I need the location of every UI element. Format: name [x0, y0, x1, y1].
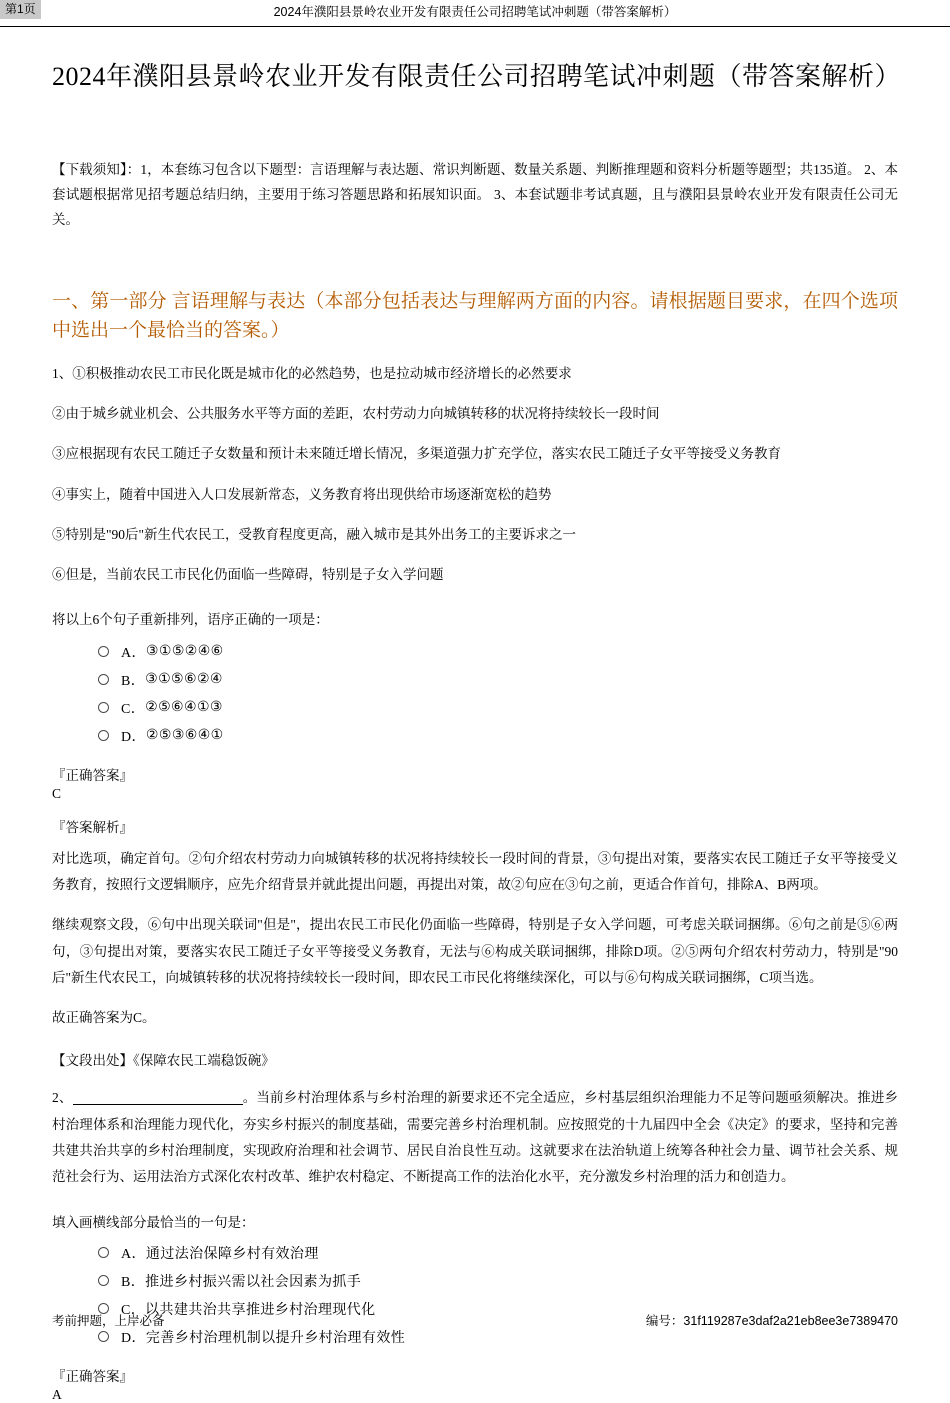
question-2-number: 2、 [52, 1090, 73, 1106]
source-text: 《保障农民工端稳饭碗》 [133, 1053, 275, 1069]
question-1-source [52, 1049, 898, 1069]
option-letter: B． [121, 1274, 146, 1290]
question-2-option-b[interactable] [98, 1267, 898, 1295]
radio-icon[interactable] [98, 646, 109, 657]
question-1-option-b[interactable] [98, 666, 898, 694]
section-title: 一、第一部分 言语理解与表达（本部分包括表达与理解两方面的内容。请根据题目要求，在四个选项中选出一个最恰当的答案。） [52, 290, 898, 342]
question-1-prompt: 将以上6个句子重新排列，语序正确的一项是： [52, 611, 329, 627]
option-text: ②⑤③⑥④① [145, 728, 224, 744]
radio-icon[interactable] [98, 1275, 109, 1286]
question-1-stem-6: ⑥但是，当前农民工市民化仍面临一些障碍，特别是子女入学问题 [52, 567, 444, 583]
option-letter: D． [121, 1330, 146, 1346]
fill-in-blank [73, 1104, 243, 1105]
option-text: 以共建共治共享推进乡村治理现代化 [145, 1302, 376, 1318]
footer-code-label: 编号： [645, 1314, 684, 1328]
question-1 [52, 362, 898, 1070]
option-letter: C． [121, 1302, 146, 1318]
question-2-prompt: 填入画横线部分最恰当的一句是： [52, 1214, 255, 1230]
question-2-answer-heading: 『正确答案』 [52, 1368, 133, 1384]
question-1-analysis-para-3: 故正确答案为C。 [52, 1010, 156, 1026]
page-header [0, 0, 950, 27]
question-1-option-c[interactable] [98, 694, 898, 722]
radio-icon[interactable] [98, 730, 109, 741]
option-letter: D． [121, 729, 146, 745]
question-2 [52, 1085, 898, 1402]
running-header-title: 2024年濮阳县景岭农业开发有限责任公司招聘笔试冲刺题（带答案解析） [273, 5, 677, 19]
option-letter: A． [121, 645, 146, 661]
question-1-stem-1: 1、①积极推动农民工市民化既是城市化的必然趋势，也是拉动城市经济增长的必然要求 [52, 365, 572, 381]
question-1-number: 1、 [52, 365, 73, 381]
option-letter: C． [121, 701, 146, 717]
question-1-answer-heading: 『正确答案』 [52, 767, 133, 783]
footer-code-value: 31f119287e3daf2a21eb8ee3e7389470 [683, 1314, 898, 1328]
option-text: 完善乡村治理机制以提升乡村治理有效性 [145, 1330, 406, 1346]
option-text: ③①⑤⑥②④ [145, 672, 223, 688]
footer-slogan: 考前押题，上岸必备 [52, 1314, 165, 1328]
radio-icon[interactable] [98, 702, 109, 713]
page-title: 2024年濮阳县景岭农业开发有限责任公司招聘笔试冲刺题（带答案解析） [52, 62, 902, 91]
question-1-stem-2: ②由于城乡就业机会、公共服务水平等方面的差距，农村劳动力向城镇转移的状况将持续较长一段时间 [52, 406, 660, 422]
option-letter: A． [121, 1246, 146, 1262]
question-2-answer-value: A [52, 1386, 62, 1402]
question-1-analysis-heading: 『答案解析』 [52, 819, 133, 835]
question-2-option-a[interactable] [98, 1239, 898, 1267]
question-2-body [52, 1085, 898, 1190]
option-text: ②⑤⑥④①③ [145, 700, 223, 716]
question-1-analysis-para-1: 对比选项，确定首句。②句介绍农村劳动力向城镇转移的状况将持续较长一段时间的背景，③句提出对策，要落实农民工随迁子女平等接受义务教育，按照行文逻辑顺序，应先介绍背景并就此提出问题，再提出对策，故②句应在③句之前，更适合作首句，排除A、B两项。 [52, 850, 898, 892]
question-2-text: 。当前乡村治理体系与乡村治理的新要求还不完全适应，乡村基层组织治理能力不足等问题亟须解决。推进乡村治理体系和治理能力现代化，夯实乡村振兴的制度基础，需要完善乡村治理机制。应按照党的十九届四中全会《决定》的要求，坚持和完善共建共治共享的乡村治理制度，实现政府治理和社会调节、居民自治良性互动。这就要求在法治轨道上统筹各种社会力量、调节社会关系、规范社会行为、运用法治方式深化农村改革、维护农村稳定、不断提高工作的法治化水平，充分激发乡村治理的活力和创造力。 [52, 1090, 899, 1185]
page-footer [0, 1311, 950, 1329]
footer-code [646, 1311, 898, 1329]
question-1-options [52, 638, 898, 750]
document-content [0, 27, 950, 1403]
page-number-tag: 第1页 [0, 0, 41, 19]
option-text: 通过法治保障乡村有效治理 [145, 1246, 319, 1262]
option-text: ③①⑤②④⑥ [145, 644, 224, 660]
question-1-analysis-para-2: 继续观察文段，⑥句中出现关联词"但是"，提出农民工市民化仍面临一些障碍，特别是子女入学问题，可考虑关联词捆绑。⑥句之前是⑤⑥两句，③句提出对策，要落实农民工随迁子女平等接受义务教育，无法与⑥构成关联词捆绑，排除D项。②⑤两句介绍农村劳动力，特别是"90后"新生代农民工，向城镇转移的状况将持续较长一段时间，即农民工市民化将继续深化，可以与⑥句构成关联词捆绑，C项当选。 [52, 917, 898, 985]
option-letter: B． [121, 673, 146, 689]
question-2-options [52, 1239, 898, 1351]
radio-icon[interactable] [98, 674, 109, 685]
question-1-answer-value: C [52, 785, 62, 801]
radio-icon[interactable] [98, 1331, 109, 1342]
source-heading: 【文段出处】 [52, 1053, 133, 1069]
question-1-stem-5: ⑤特别是"90后"新生代农民工，受教育程度更高，融入城市是其外出务工的主要诉求之一 [52, 526, 577, 542]
question-1-option-d[interactable] [98, 722, 898, 750]
download-notice: 【下载须知】：1，本套练习包含以下题型：言语理解与表达题、常识判断题、数量关系题、判断推理题和资料分析题等题型；共135道。 2、本套试题根据常见招考题总结归纳，主要用于练习答题思路和拓展知识面。 3、本套试题非考试真题，且与濮阳县景岭农业开发有限责任公司无关。 [52, 162, 898, 227]
question-1-stem-3: ③应根据现有农民工随迁子女数量和预计未来随迁增长情况，多渠道强力扩充学位，落实农民工随迁子女平等接受义务教育 [52, 446, 781, 462]
radio-icon[interactable] [98, 1247, 109, 1258]
question-1-stem-4: ④事实上，随着中国进入人口发展新常态，义务教育将出现供给市场逐渐宽松的趋势 [52, 486, 552, 502]
question-1-option-a[interactable] [98, 638, 898, 666]
option-text: 推进乡村振兴需以社会因素为抓手 [145, 1274, 362, 1290]
